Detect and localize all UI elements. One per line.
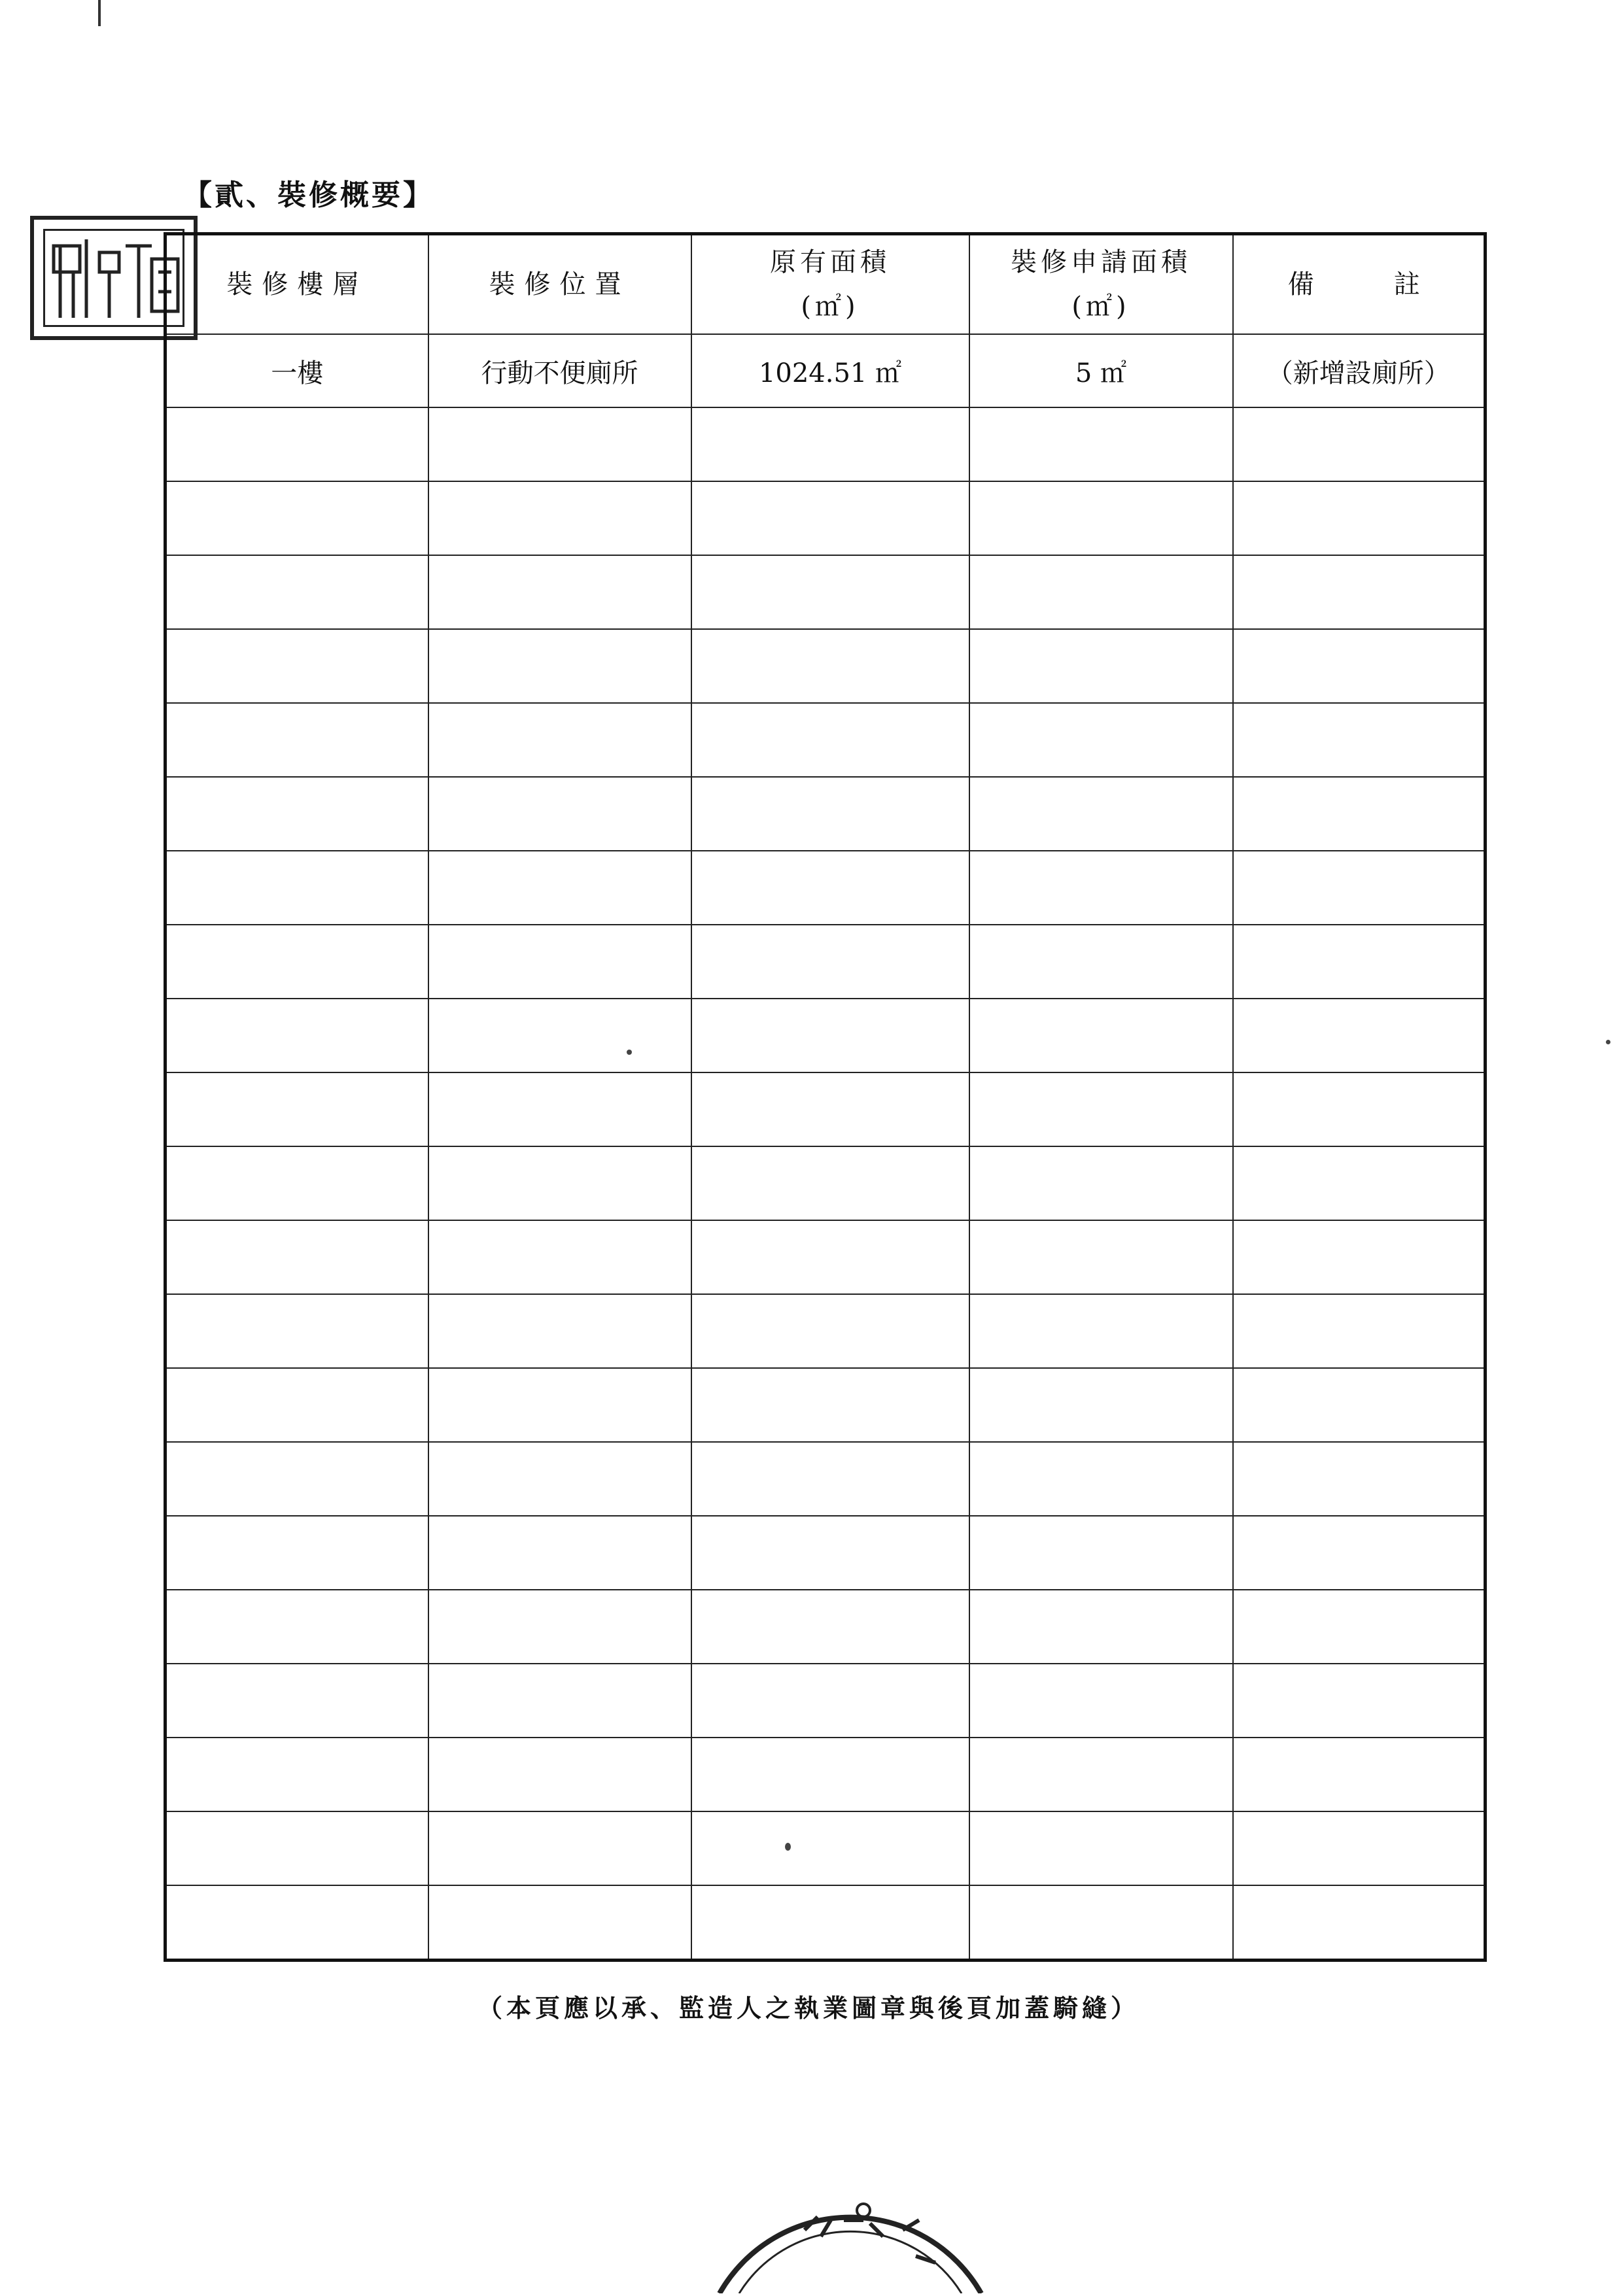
empty-cell [428,555,691,629]
empty-cell [691,999,969,1072]
empty-cell [691,925,969,999]
table-row [165,1072,1486,1146]
empty-cell [691,1146,969,1220]
empty-cell [691,1738,969,1811]
empty-cell [428,407,691,481]
cell-floor: 一樓 [165,334,428,407]
empty-cell [165,481,428,555]
empty-cell [428,1664,691,1738]
header-original-area [691,234,969,335]
empty-cell [691,555,969,629]
empty-cell [428,629,691,703]
empty-cell [165,925,428,999]
empty-cell [691,629,969,703]
table-row [165,999,1486,1072]
empty-cell [428,1590,691,1664]
empty-cell [969,1811,1233,1885]
empty-cell [165,555,428,629]
table-row [165,1294,1486,1368]
empty-cell [1233,555,1486,629]
margin-rule [98,0,101,26]
empty-cell [428,1885,691,1961]
empty-cell [691,1664,969,1738]
header-applied-area-unit: (㎡) [1071,292,1130,322]
empty-cell [969,1885,1233,1961]
empty-cell [1233,999,1486,1072]
empty-cell [165,1072,428,1146]
empty-cell [428,1442,691,1516]
empty-cell [165,1368,428,1442]
empty-cell [1233,1294,1486,1368]
empty-cell [165,777,428,851]
header-floor: 裝修樓層 [165,234,428,335]
empty-cell [1233,1220,1486,1294]
table-row [165,1516,1486,1590]
empty-cell [691,777,969,851]
empty-cell [1233,925,1486,999]
renovation-summary-table [164,232,1484,1955]
empty-cell [969,1072,1233,1146]
empty-cell [969,999,1233,1072]
empty-cell [1233,481,1486,555]
table-row [165,407,1486,481]
footnote: （本頁應以承、監造人之執業圖章與後頁加蓋騎縫） [477,1993,1139,2023]
empty-cell [165,1590,428,1664]
table-row [165,703,1486,777]
empty-cell [691,407,969,481]
empty-cell [165,703,428,777]
empty-cell [969,1294,1233,1368]
empty-cell [969,1590,1233,1664]
table-row [165,851,1486,925]
empty-cell [691,1294,969,1368]
empty-cell [1233,777,1486,851]
empty-cell [428,999,691,1072]
empty-cell [969,851,1233,925]
empty-cell [969,777,1233,851]
header-remarks: 備 註 [1233,234,1486,335]
empty-cell [428,1738,691,1811]
empty-cell [1233,1885,1486,1961]
empty-cell [969,1738,1233,1811]
empty-cell [969,407,1233,481]
header-location: 裝修位置 [428,234,691,335]
empty-cell [1233,1590,1486,1664]
empty-cell [969,629,1233,703]
empty-cell [969,703,1233,777]
empty-cell [165,999,428,1072]
empty-cell [691,851,969,925]
empty-cell [165,1294,428,1368]
empty-cell [428,481,691,555]
table-row [165,1590,1486,1664]
empty-cell [969,1368,1233,1442]
seal-stamp-bottom [706,2158,994,2293]
empty-cell [165,1220,428,1294]
empty-cell [1233,1516,1486,1590]
empty-cell [691,1368,969,1442]
empty-cell [691,1442,969,1516]
scan-speck [627,1050,632,1055]
table-row [165,1811,1486,1885]
empty-cell [691,1516,969,1590]
table-row [165,925,1486,999]
empty-cell [1233,1442,1486,1516]
table-row [165,481,1486,555]
scan-speck [785,1843,791,1851]
header-applied-area-label: 裝修申請面積 [1011,247,1191,277]
empty-cell [969,555,1233,629]
empty-cell [165,1738,428,1811]
empty-cell [969,1664,1233,1738]
empty-cell [165,1516,428,1590]
empty-cell [165,1442,428,1516]
empty-cell [969,481,1233,555]
empty-cell [428,1072,691,1146]
empty-cell [691,1811,969,1885]
section-title: 【貳、裝修概要】 [183,179,434,212]
cell-remarks: （新增設廁所） [1233,334,1486,407]
empty-cell [969,1442,1233,1516]
empty-cell [1233,1738,1486,1811]
scan-speck [1606,1040,1610,1044]
empty-cell [165,1811,428,1885]
table-row [165,1442,1486,1516]
empty-cell [428,1811,691,1885]
header-original-area-label: 原有面積 [770,247,890,277]
empty-cell [691,1885,969,1961]
empty-cell [1233,851,1486,925]
empty-cell [1233,1811,1486,1885]
empty-cell [1233,1072,1486,1146]
empty-cell [691,1072,969,1146]
empty-cell [691,1590,969,1664]
table-row [165,555,1486,629]
empty-cell [1233,407,1486,481]
empty-cell [428,925,691,999]
table-row [165,1885,1486,1961]
empty-cell [1233,1146,1486,1220]
table-row [165,334,1486,407]
empty-cell [691,703,969,777]
table-row [165,1664,1486,1738]
empty-cell [165,407,428,481]
empty-cell [1233,703,1486,777]
cell-original-area: 1024.51 ㎡ [691,334,969,407]
empty-cell [428,777,691,851]
empty-cell [165,1146,428,1220]
empty-cell [969,925,1233,999]
empty-cell [428,851,691,925]
header-applied-area [969,234,1233,335]
table-row [165,629,1486,703]
table-row [165,1738,1486,1811]
table-row [165,1220,1486,1294]
empty-cell [1233,1368,1486,1442]
empty-cell [165,1885,428,1961]
empty-cell [428,1294,691,1368]
empty-cell [1233,1664,1486,1738]
table-header-row [165,234,1486,335]
empty-cell [165,1664,428,1738]
cell-location: 行動不便廁所 [428,334,691,407]
empty-cell [165,851,428,925]
empty-cell [691,481,969,555]
empty-cell [428,1220,691,1294]
empty-cell [969,1516,1233,1590]
table-row [165,777,1486,851]
empty-cell [165,629,428,703]
empty-cell [1233,629,1486,703]
table-row [165,1146,1486,1220]
empty-cell [969,1220,1233,1294]
empty-cell [969,1146,1233,1220]
cell-applied-area: 5 ㎡ [969,334,1233,407]
empty-cell [691,1220,969,1294]
table-row [165,1368,1486,1442]
empty-cell [428,1516,691,1590]
empty-cell [428,703,691,777]
empty-cell [428,1368,691,1442]
header-original-area-unit: (㎡) [801,292,860,322]
empty-cell [428,1146,691,1220]
